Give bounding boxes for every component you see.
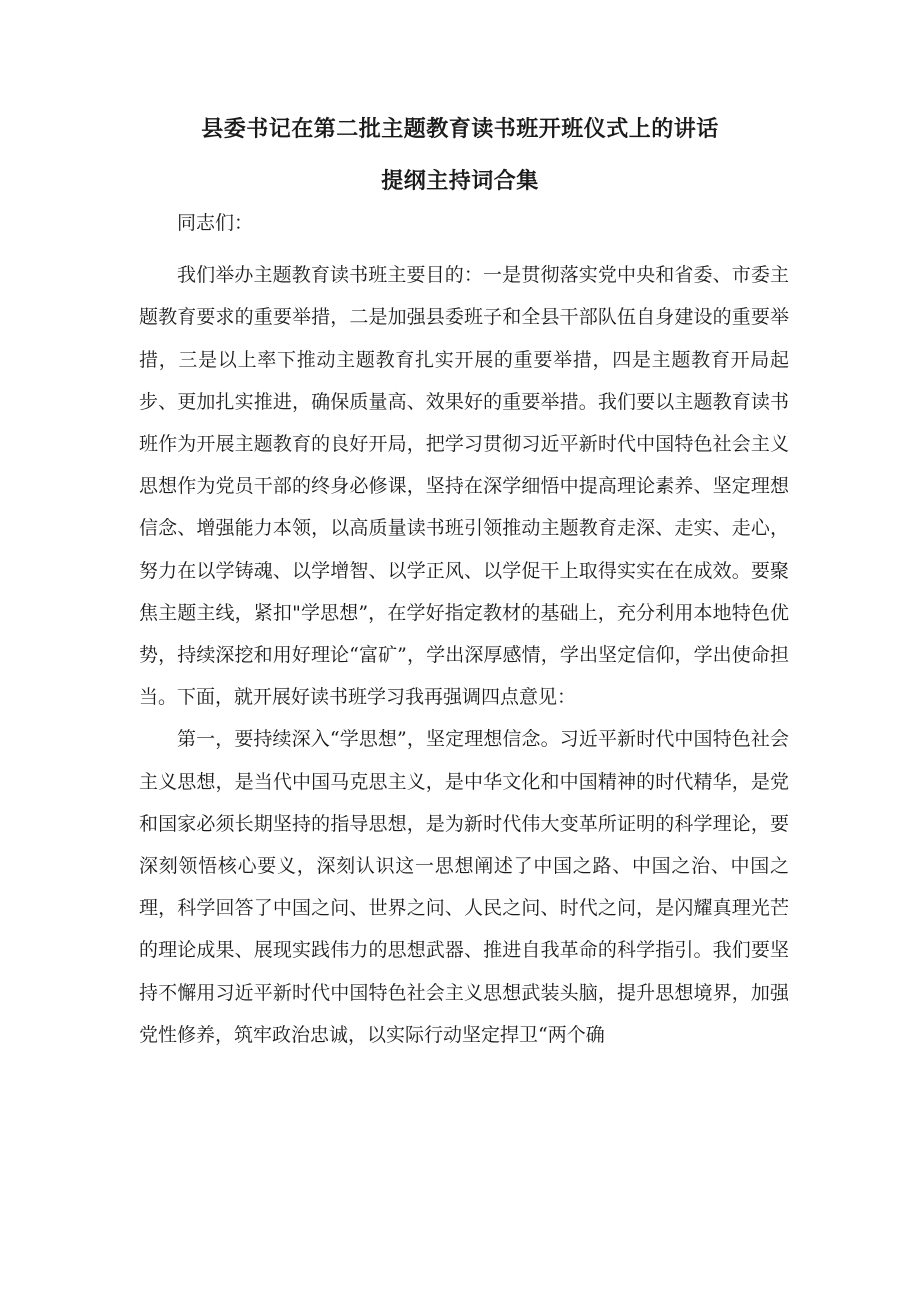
greeting: 同志们： bbox=[177, 212, 254, 234]
paragraph-first-point: 第一，要持续深入“学思想”，坚定理想信念。习近平新时代中国特色社会主义思想，是当代中国马克思主义，是中华文化和中国精神的时代精华，是党和国家必须长期坚持的指导思想，是为新时代伟大变革所证明的科学理论，要深刻领悟核心要义，深刻认识这一思想阐述了中国之路、中国之治、中国之理，科学回答了中国之问、世界之问、人民之问、时代之问，是闪耀真理光芒的理论成果、展现实践伟力的思想武器、推进自我革命的科学指引。我们要坚持不懈用习近平新时代中国特色社会主义思想武装头脑，提升思想境界，加强党性修养，筑牢政治忠诚，以实际行动坚定捍卫“两个确 bbox=[139, 728, 789, 1046]
document-title-line-2: 提纲主持词合集 bbox=[381, 169, 539, 194]
paragraph-intro: 我们举办主题教育读书班主要目的：一是贯彻落实党中央和省委、市委主题教育要求的重要举措，二是加强县委班子和全县干部队伍自身建设的重要举措，三是以上率下推动主题教育扎实开展的重要举措，四是主题教育开局起步、更加扎实推进，确保质量高、效果好的重要举措。我们要以主题教育读书班作为开展主题教育的良好开局，把学习贯彻习近平新时代中国特色社会主义思想作为党员干部的终身必修课，坚持在深学细悟中提高理论素养、坚定理想信念、增强能力本领，以高质量读书班引领推动主题教育走深、走实、走心，努力在以学铸魂、以学增智、以学正风、以学促干上取得实实在在成效。要聚焦主题主线，紧扣"学思想”，在学好指定教材的基础上，充分利用本地特色优势，持续深挖和用好理论“富矿”，学出深厚感情，学出坚定信仰，学出使命担当。下面，就开展好读书班学习我再强调四点意见： bbox=[139, 264, 789, 709]
document-title-line-1: 县委书记在第二批主题教育读书班开班仪式上的讲话 bbox=[201, 117, 719, 142]
document-body bbox=[139, 202, 789, 1056]
